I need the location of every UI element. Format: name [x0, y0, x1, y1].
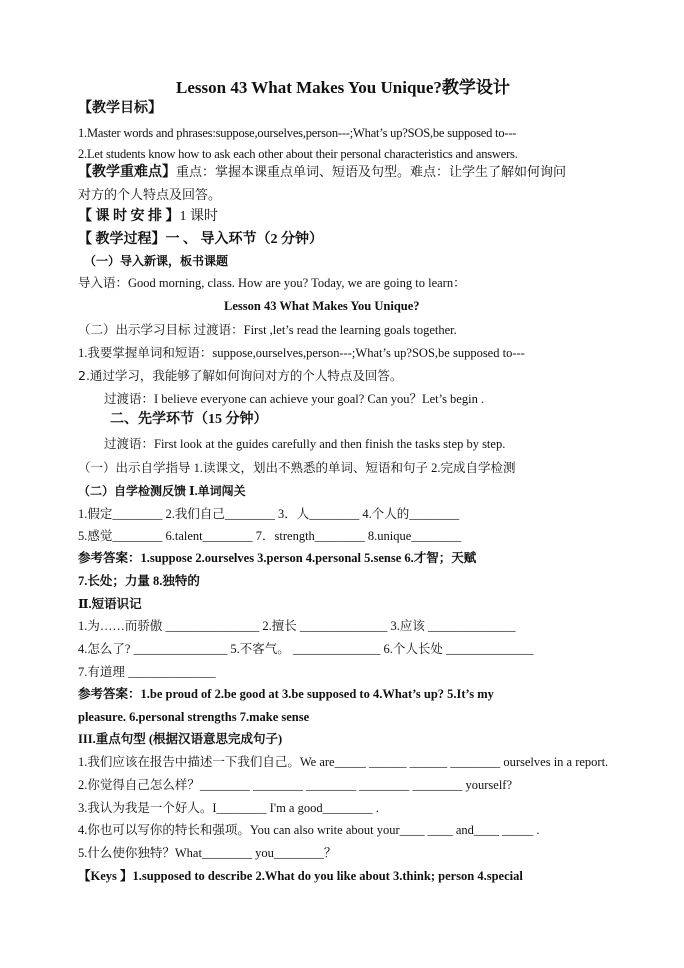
key-points-line-1 [78, 165, 566, 181]
phrases-row-2: 4.怎么了? _______________ 5.不客气。 ______________ 6.个人长处 ______________ [78, 642, 534, 656]
process-step-2: （二）出示学习目标 过渡语：First ,let’s read the learning goals together. [78, 323, 457, 337]
key-points-text-1: 重点：掌握本课重点单词、短语及句型。难点：让学生了解如何询问 [176, 165, 567, 180]
phrases-row-3: 7.有道理 ______________ [78, 665, 216, 679]
feedback-line: （二）自学检测反馈 Ⅰ.单词闯关 [78, 484, 246, 498]
sentence-3: 3.我认为我是一个好人。I________ I'm a good________ . [78, 801, 379, 815]
intro-line: 导入语：Good morning, class. How are you? Today, we are going to learn： [78, 276, 466, 290]
sentence-4: 4.你也可以写你的特长和强项。You can also write about your____ ____ and____ _____ . [78, 823, 540, 837]
aim-line-2: 2.通过学习，我能够了解如何询问对方的个人特点及回答。 [78, 368, 403, 383]
process-heading: 【 教学过程】一 、 导入环节（2 分钟） [78, 232, 323, 247]
words-row-2: 5.感觉________ 6.talent________ 7．strength________ 8.unique________ [78, 529, 462, 543]
sentence-1: 1.我们应该在报告中描述一下我们自己。We are_____ ______ ______ ________ ourselves in a report. [78, 755, 609, 769]
words-row-1: 1.假定________ 2.我们自己________ 3．人________ 4.个人的________ [78, 507, 460, 521]
schedule-value: 1 课时 [179, 209, 218, 224]
transition-line-2: 过渡语：First look at the guides carefully and then finish the tasks step by step. [104, 437, 506, 451]
key-points-line-2: 对方的个人特点及回答。 [78, 188, 222, 203]
process-step-1: （一）导入新课，板书课题 [84, 254, 229, 268]
words-answer-2: 7.长处；力量 8.独特的 [78, 574, 200, 588]
phrases-answer-1: 参考答案：1.be proud of 2.be good at 3.be supposed to 4.What’s up? 5.It’s my [78, 687, 494, 701]
phrases-row-1: 1.为……而骄傲 _______________ 2.擅长 ______________ 3.应该 ______________ [78, 619, 516, 633]
goals-heading: 【教学目标】 [78, 101, 162, 116]
schedule-line [78, 209, 218, 225]
key-points-label: 【教学重难点】 [78, 165, 176, 180]
keys-line: 【Keys 】1.supposed to describe 2.What do you like about 3.think; person 4.special [78, 869, 523, 883]
transition-line-1: 过渡语：I believe everyone can achieve your goal? Can you？Let’s begin . [104, 392, 485, 406]
page-title: Lesson 43 What Makes You Unique?教学设计 [176, 78, 510, 97]
goal-line-2: 2.Let students know how to ask each other about their personal characteristics and answers. [78, 147, 518, 161]
guide-line: （一）出示自学指导 1.读课文，划出不熟悉的单词、短语和句子 2.完成自学检测 [78, 461, 516, 475]
goal-line-1: 1.Master words and phrases:suppose,ourselves,person---;What’s up?SOS,be supposed to--- [78, 126, 517, 140]
prestudy-heading: 二、先学环节（15 分钟） [110, 412, 268, 427]
schedule-label: 【 课 时 安 排 】 [78, 209, 180, 224]
aim-line-1: 1.我要掌握单词和短语：suppose,ourselves,person---;What’s up?SOS,be supposed to--- [78, 346, 525, 360]
sentence-5: 5.什么使你独特？What________ you________？ [78, 846, 337, 860]
lesson-title-line: Lesson 43 What Makes You Unique? [224, 299, 420, 313]
sentence-2: 2.你觉得自己怎么样？________ ________ ________ ________ ________ yourself? [78, 778, 513, 792]
sentences-heading: III.重点句型 (根据汉语意思完成句子) [78, 732, 283, 746]
words-answer-1: 参考答案：1.suppose 2.ourselves 3.person 4.personal 5.sense 6.才智；天赋 [78, 551, 477, 565]
phrases-heading: Ⅱ.短语识记 [78, 597, 142, 611]
phrases-answer-2: pleasure. 6.personal strengths 7.make sense [78, 710, 310, 724]
